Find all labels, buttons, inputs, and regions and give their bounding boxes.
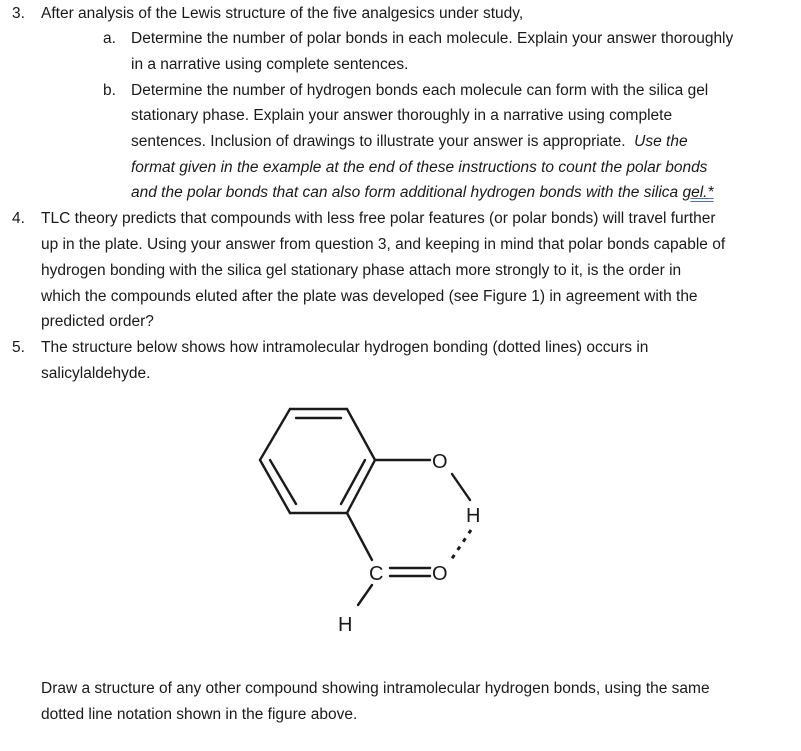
q3b-line-3 xyxy=(131,132,688,152)
q3b-italic-line-2 xyxy=(131,183,714,203)
q3b-italic-use-the: Use the xyxy=(634,133,688,150)
q3a-line-2: in a narrative using complete sentences. xyxy=(131,56,409,73)
atom-hydrogen-hydroxyl: H xyxy=(466,505,481,527)
atom-oxygen-carbonyl: O xyxy=(432,563,448,585)
q3a-number: a. xyxy=(103,30,116,47)
q4-line-3: hydrogen bonding with the silica gel stationary phase attach more strongly to it, is the order in xyxy=(41,262,682,279)
atom-carbon-aldehyde: C xyxy=(369,563,384,585)
bond-ring-carbon xyxy=(347,513,372,560)
q3b-line-2: stationary phase. Explain your answer thoroughly in a narrative using complete xyxy=(131,107,673,124)
q5-line-2: salicylaldehyde. xyxy=(41,365,151,382)
q4-number: 4. xyxy=(12,210,25,227)
q3b-line-3-text: sentences. Inclusion of drawings to illustrate your answer is appropriate. xyxy=(131,133,626,150)
atom-oxygen-hydroxyl: O xyxy=(432,451,448,473)
instruction-line-2: dotted line notation shown in the figure above. xyxy=(41,706,358,723)
q4-line-5: predicted order? xyxy=(41,313,154,330)
q4-line-4: which the compounds eluted after the plate was developed (see Figure 1) in agreement with the xyxy=(41,288,698,305)
bond-oxygen-hydrogen xyxy=(452,474,470,500)
ring-bond-top-right xyxy=(347,409,375,460)
q3b-gel-word: gel.* xyxy=(682,184,714,201)
salicylaldehyde-structure xyxy=(250,395,500,645)
q3-text: After analysis of the Lewis structure of the five analgesics under study, xyxy=(41,5,524,22)
bond-carbon-hydrogen xyxy=(358,585,372,605)
ring-double-right xyxy=(341,460,365,504)
q3-number: 3. xyxy=(12,5,25,22)
ring-bond-top-left xyxy=(260,409,290,460)
q4-line-1: TLC theory predicts that compounds with less free polar features (or polar bonds) will travel further xyxy=(41,210,716,227)
q5-line-1: The structure below shows how intramolecular hydrogen bonding (dotted lines) occurs in xyxy=(41,339,649,356)
hydrogen-bond-dotted xyxy=(451,530,471,560)
q3b-italic-last-text: and the polar bonds that can also form additional hydrogen bonds with the silica xyxy=(131,184,683,201)
ring-double-left xyxy=(270,460,296,504)
q4-line-2: up in the plate. Using your answer from question 3, and keeping in mind that polar bonds capable of xyxy=(41,236,726,253)
q3b-italic-line-1: format given in the example at the end of these instructions to count the polar bonds xyxy=(131,159,708,176)
q3b-number: b. xyxy=(103,82,116,99)
atom-hydrogen-aldehyde: H xyxy=(338,614,353,636)
instruction-line-1: Draw a structure of any other compound showing intramolecular hydrogen bonds, using the same xyxy=(41,680,710,697)
q3a-line-1: Determine the number of polar bonds in each molecule. Explain your answer thoroughly xyxy=(131,30,734,47)
q3b-line-1: Determine the number of hydrogen bonds each molecule can form with the silica gel xyxy=(131,82,709,99)
q5-number: 5. xyxy=(12,339,25,356)
